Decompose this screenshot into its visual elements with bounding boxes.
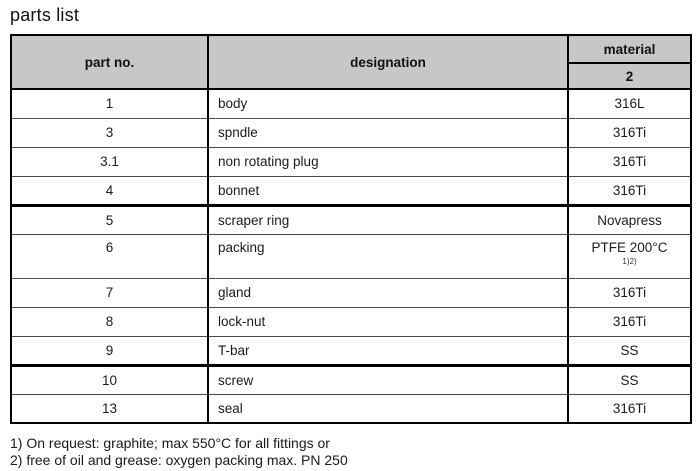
cell-part-no: 3: [11, 118, 208, 147]
cell-part-no: 8: [11, 307, 208, 336]
cell-designation: non rotating plug: [208, 147, 568, 176]
table-row: [11, 307, 691, 336]
cell-part-no: 5: [11, 205, 208, 234]
cell-material: 316Ti: [568, 176, 691, 205]
cell-part-no: 3.1: [11, 147, 208, 176]
cell-designation: packing: [208, 234, 568, 278]
parts-table-body: [11, 89, 691, 423]
parts-table: [10, 34, 692, 424]
table-row: [11, 89, 691, 118]
table-row: [11, 147, 691, 176]
cell-material: 316Ti: [568, 278, 691, 307]
cell-material: 316Ti: [568, 394, 691, 423]
cell-material: 316Ti: [568, 147, 691, 176]
cell-designation: lock-nut: [208, 307, 568, 336]
col-header-material: material: [568, 35, 691, 63]
footnote-1: 1) On request: graphite; max 550°C for all fittings or: [10, 435, 330, 451]
cell-designation: scraper ring: [208, 205, 568, 234]
cell-material: SS: [568, 336, 691, 365]
cell-part-no: 1: [11, 89, 208, 118]
cell-material-footnote-ref: 1)2): [622, 256, 637, 266]
cell-designation: T-bar: [208, 336, 568, 365]
cell-part-no: 4: [11, 176, 208, 205]
cell-material: [568, 234, 691, 278]
table-row: [11, 234, 691, 278]
cell-material: SS: [568, 365, 691, 394]
cell-designation: seal: [208, 394, 568, 423]
cell-designation: bonnet: [208, 176, 568, 205]
table-row: [11, 205, 691, 234]
cell-designation: screw: [208, 365, 568, 394]
cell-designation: body: [208, 89, 568, 118]
cell-material: 316L: [568, 89, 691, 118]
cell-part-no: 13: [11, 394, 208, 423]
cell-part-no: 10: [11, 365, 208, 394]
cell-material: Novapress: [568, 205, 691, 234]
cell-material-value: PTFE 200°C: [591, 239, 668, 255]
cell-designation: spndle: [208, 118, 568, 147]
page-title: parts list: [10, 5, 80, 25]
cell-designation: gland: [208, 278, 568, 307]
table-row: [11, 365, 691, 394]
table-row: [11, 176, 691, 205]
col-header-part-no: part no.: [11, 35, 208, 89]
header-row-main: [11, 35, 691, 63]
cell-part-no: 9: [11, 336, 208, 365]
parts-table-header: [11, 35, 691, 89]
cell-material: 316Ti: [568, 307, 691, 336]
cell-part-no: 6: [11, 234, 208, 278]
cell-part-no: 7: [11, 278, 208, 307]
table-row: [11, 336, 691, 365]
footnote-2: 2) free of oil and grease: oxygen packing max. PN 250: [10, 452, 348, 468]
col-header-designation: designation: [208, 35, 568, 89]
table-row: [11, 394, 691, 423]
table-row: [11, 118, 691, 147]
cell-material: 316Ti: [568, 118, 691, 147]
col-header-material-sub: 2: [568, 63, 691, 89]
footnotes: [10, 435, 700, 469]
table-row: [11, 278, 691, 307]
